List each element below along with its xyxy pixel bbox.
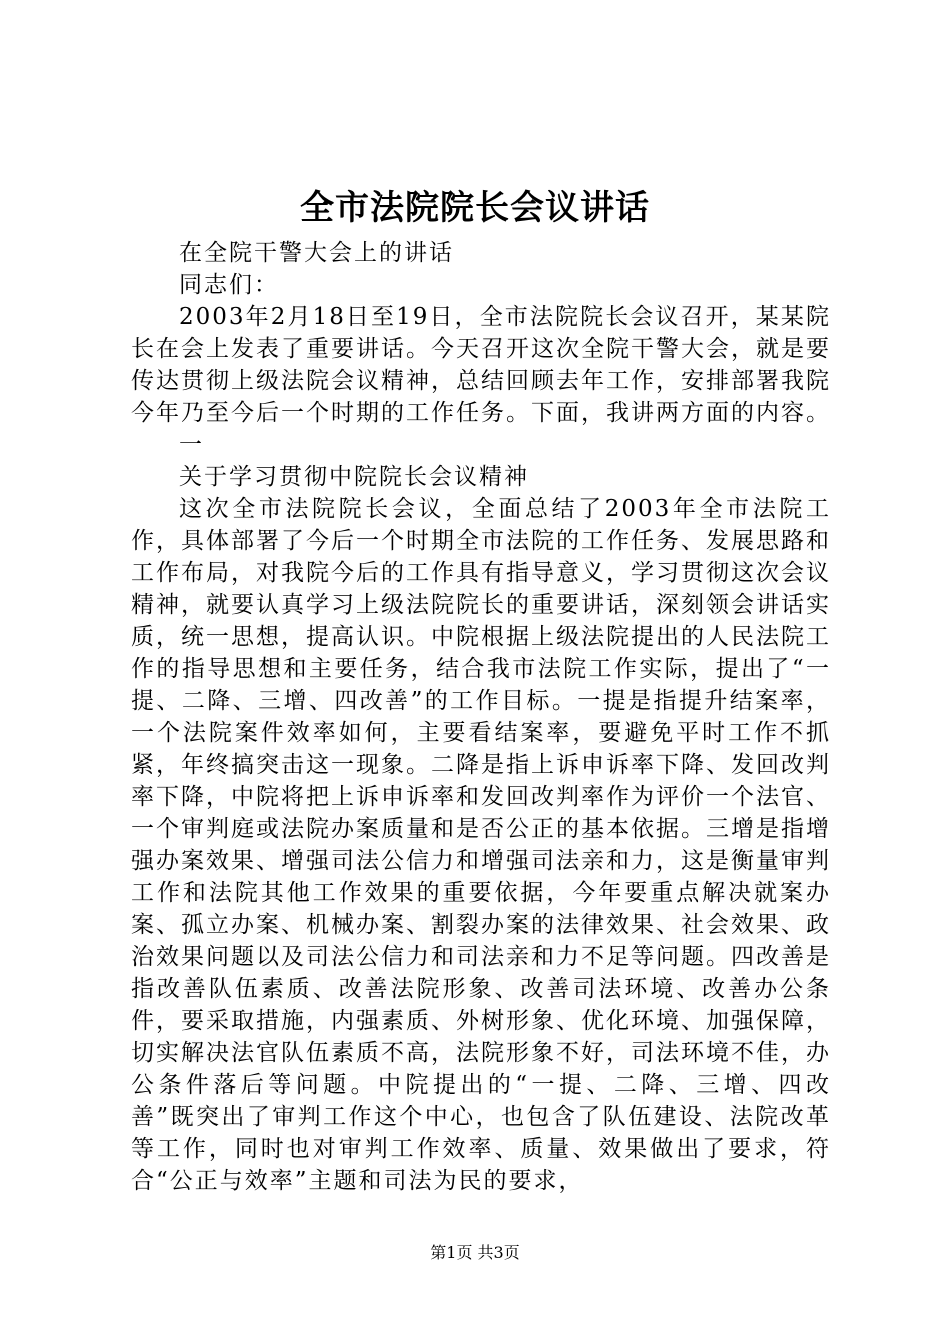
document-title: 全市法院院长会议讲话 <box>300 188 650 228</box>
page-footer: 第1页 共3页 <box>430 1243 520 1262</box>
salutation-paragraph: 同志们： <box>179 272 279 298</box>
body-paragraph: 这次全市法院院长会议，全面总结了2003年全市法院工作，具体部署了今后一个时期全市法院的工作任务、发展思路和工作布局，对我院今后的工作具有指导意义，学习贯彻这次会议精神，就要认真学习上级法院院长的重要讲话，深刻领会讲话实质，统一思想，提高认识。中院根据上级法院提出的人民法院工作的指导思想和主要任务，结合我市法院工作实际，提出了“一提、二降、三增、四改善”的工作目标。一提是指提升结案率，一个法院案件效率如何，主要看结案率，要避免平时工作不抓紧，年终搞突击这一现象。二降是指上诉申诉率下降、发回改判率下降，中院将把上诉申诉率和发回改判率作为评价一个法官、一个审判庭或法院办案质量和是否公正的基本依据。三增是指增强办案效果、增强司法公信力和增强司法亲和力，这是衡量审判工作和法院其他工作效果的重要依据，今年要重点解决就案办案、孤立办案、机械办案、割裂办案的法律效果、社会效果、政治效果问题以及司法公信力和司法亲和力不足等问题。四改善是指改善队伍素质、改善法院形象、改善司法环境、改善办公条件，要采取措施，内强素质、外树形象、优化环境、加强保障，切实解决法官队伍素质不高，法院形象不好，司法环境不佳，办公条件落后等问题。中院提出的“一提、二降、三增、四改善”既突出了审判工作这个中心，也包含了队伍建设、法院改革等工作，同时也对审判工作效率、质量、效果做出了要求，符合“公正与效率”主题和司法为民的要求， <box>131 496 831 1194</box>
intro-paragraph: 2003年2月18日至19日，全市法院院长会议召开，某某院长在会上发表了重要讲话。今天召开这次全院干警大会，就是要传达贯彻上级法院会议精神，总结回顾去年工作，安排部署我院今年乃至今后一个时期的工作任务。下面，我讲两方面的内容。 <box>131 304 831 426</box>
section-heading: 关于学习贯彻中院院长会议精神 <box>179 464 529 490</box>
document-body <box>131 237 831 1197</box>
subtitle-paragraph: 在全院干警大会上的讲话 <box>179 240 454 266</box>
section-number: 一 <box>179 432 204 458</box>
